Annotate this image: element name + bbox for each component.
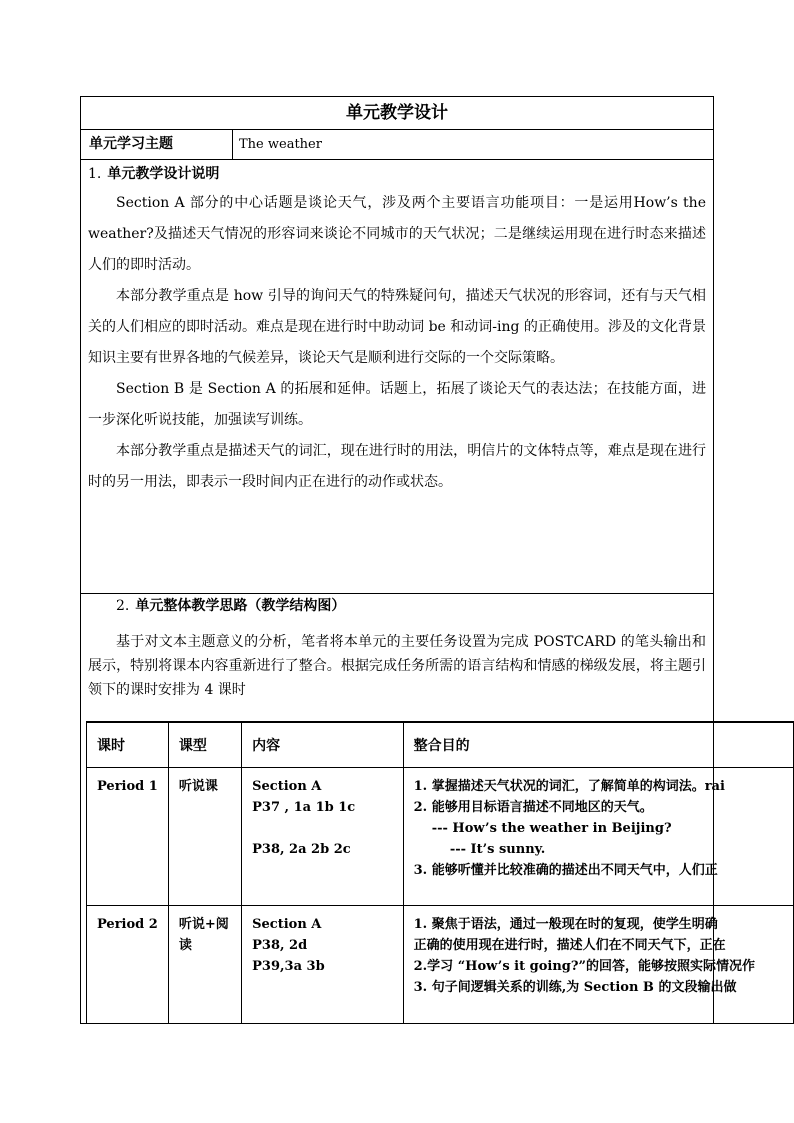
row-2-content: Section A P38, 2d P39,3a 3b xyxy=(242,906,403,1024)
section-2-para: 基于对文本主题意义的分析，笔者将本单元的主要任务设置为完成 POSTCARD 的笔头输出和展示，特别将课本内容重新进行了整合。根据完成任务所需的语言结构和情感的梯级发展，将主题引领下的课时安排为 4 课时 xyxy=(88,634,706,698)
row-2-period: Period 2 xyxy=(87,906,169,1024)
header-content: 内容 xyxy=(242,723,403,768)
section-2-num: 2. xyxy=(116,598,130,614)
section-1-para-3: Section B 是 Section A 的拓展和延伸。话题上，拓展了谈论天气的表达法；在技能方面，进一步深化听说技能，加强读写训练。 xyxy=(88,381,706,428)
topic-value: The weather xyxy=(239,137,322,152)
row-2-type: 听说+阅读 xyxy=(168,906,241,1024)
section-2-heading: 2. 单元整体教学思路（教学结构图） xyxy=(116,598,346,614)
section-1-para-4: 本部分教学重点是描述天气的词汇，现在进行时的用法，明信片的文体特点等，难点是现在进行时的另一用法，即表示一段时间内正在进行的动作或状态。 xyxy=(88,443,706,490)
row-1-period: Period 1 xyxy=(87,768,169,906)
header-goals: 整合目的 xyxy=(403,723,793,768)
doc-title: 单元教学设计 xyxy=(81,97,713,130)
header-type: 课型 xyxy=(168,723,241,768)
row-1-goals: 1. 掌握描述天气状况的词汇，了解简单的构词法。rai 2. 能够用目标语言描述不同地区的天气。 --- How’s the weather in Beijing? --- It’s sunny. 3. 能够听懂并比较准确的描述出不同天气中，人们正 xyxy=(403,768,793,906)
lesson-table xyxy=(86,722,794,1024)
section-1-para-1: Section A 部分的中心话题是谈论天气，涉及两个主要语言功能项目：一是运用How’s the weather?及描述天气情况的形容词来谈论不同城市的天气状况；二是继续运用现在进行时态来描述人们的即时活动。 xyxy=(88,195,706,273)
row-1-type: 听说课 xyxy=(168,768,241,906)
topic-row xyxy=(81,130,713,160)
table-row xyxy=(87,906,794,1024)
section-1-para-2: 本部分教学重点是 how 引导的询问天气的特殊疑问句，描述天气状况的形容词，还有与天气相关的人们相应的即时活动。难点是现在进行时中助动词 be 和动词-ing 的正确使用。涉及的文化背景知识主要有世界各地的气候差异，谈论天气是顺利进行交际的一个交际策略。 xyxy=(88,288,706,366)
section-1 xyxy=(81,160,713,594)
table-row xyxy=(87,768,794,906)
lesson-table-header xyxy=(87,723,794,768)
section-1-heading: 1. 单元教学设计说明 xyxy=(88,166,220,182)
row-1-content: Section A P37 , 1a 1b 1c P38, 2a 2b 2c xyxy=(242,768,403,906)
section-2 xyxy=(81,594,713,702)
topic-label: 单元学习主题 xyxy=(81,130,233,159)
header-period: 课时 xyxy=(87,723,169,768)
section-1-num: 1. xyxy=(88,166,102,182)
row-2-goals: 1. 聚焦于语法，通过一般现在时的复现，使学生明确 正确的使用现在进行时，描述人们在不同天气下，正在 2.学习 “How’s it going?”的回答，能够按照实际情况作 3. 句子间逻辑关系的训练,为 Section B 的文段输出做 xyxy=(403,906,793,1024)
